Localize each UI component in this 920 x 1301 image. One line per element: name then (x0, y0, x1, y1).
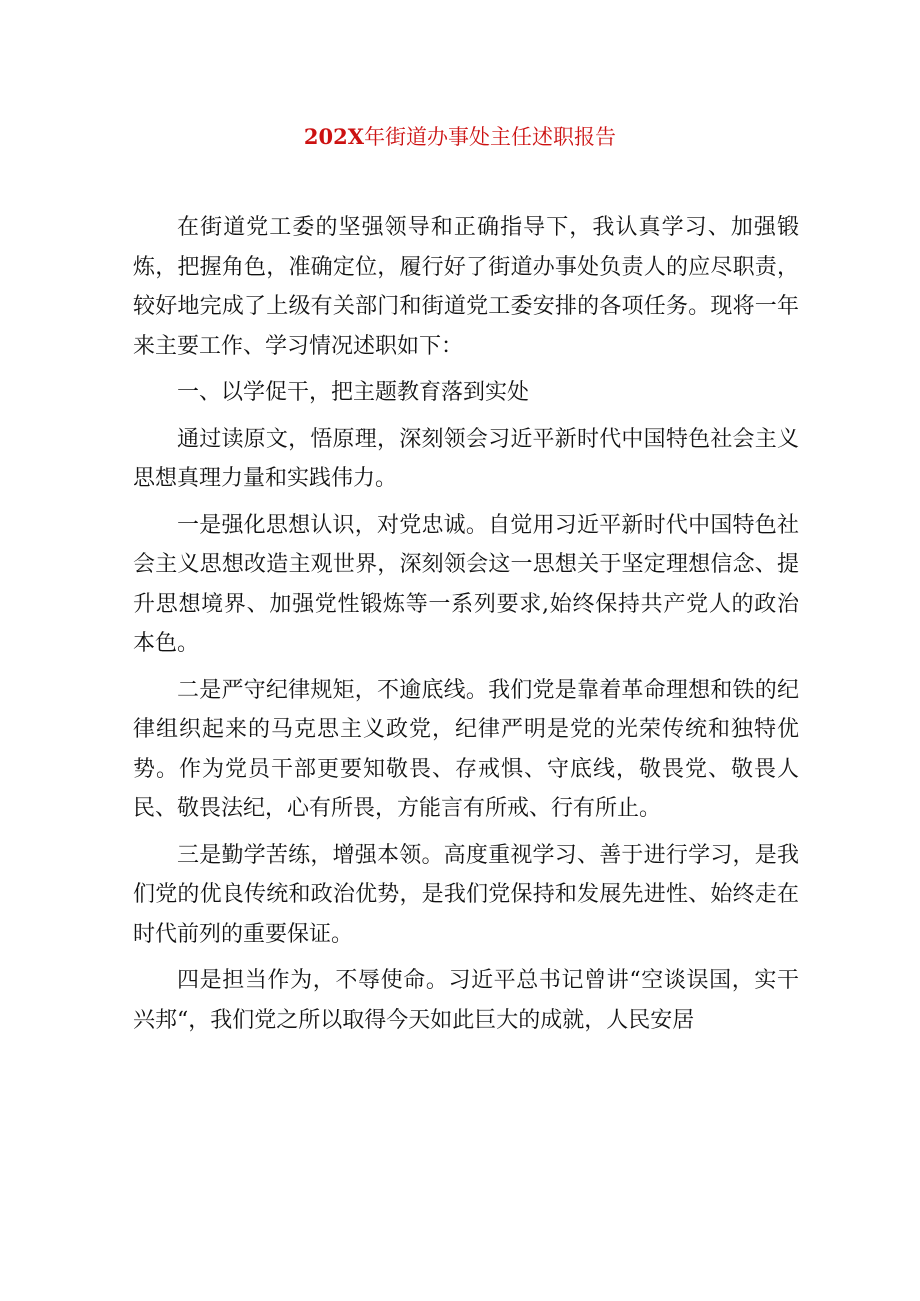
paragraph-intro: 在街道党工委的坚强领导和正确指导下，我认真学习、加强锻炼，把握角色，准确定位，履行好了街道办事处负责人的应尽职责，较好地完成了上级有关部门和街道党工委安排的各项任务。现将一年来主要工作、学习情况述职如下： (133, 215, 799, 359)
section-heading-1: 一、以学促干，把主题教育落到实处 (177, 380, 530, 405)
paragraph-point-3: 三是勤学苦练，增强本领。高度重视学习、善于进行学习，是我们党的优良传统和政治优势，是我们党保持和发展先进性、始终走在时代前列的重要保证。 (133, 842, 799, 947)
title-year: 202X (303, 124, 365, 149)
document-body (133, 208, 799, 1040)
title-text: 年街道办事处主任述职报告 (364, 125, 617, 149)
paragraph-point-4: 四是担当作为，不辱使命。习近平总书记曾讲“空谈误国，实干兴邦“，我们党之所以取得今天如此巨大的成就，人民安居 (133, 968, 799, 1033)
paragraph-point-1: 一是强化思想认识，对党忠诚。自觉用习近平新时代中国特色社会主义思想改造主观世界，深刻领会这一思想关于坚定理想信念、提升思想境界、加强党性锻炼等一系列要求,始终保持共产党人的政治本色。 (133, 512, 799, 656)
document-title (0, 122, 920, 152)
paragraph-point-2: 二是严守纪律规矩，不逾底线。我们党是靠着革命理想和铁的纪律组织起来的马克思主义政党，纪律严明是党的光荣传统和独特优势。作为党员干部更要知敬畏、存戒惧、守底线，敬畏党、敬畏人民、敬畏法纪，心有所畏，方能言有所戒、行有所止。 (133, 677, 799, 821)
paragraph-section-intro: 通过读原文，悟原理，深刻领会习近平新时代中国特色社会主义思想真理力量和实践伟力。 (133, 426, 799, 491)
